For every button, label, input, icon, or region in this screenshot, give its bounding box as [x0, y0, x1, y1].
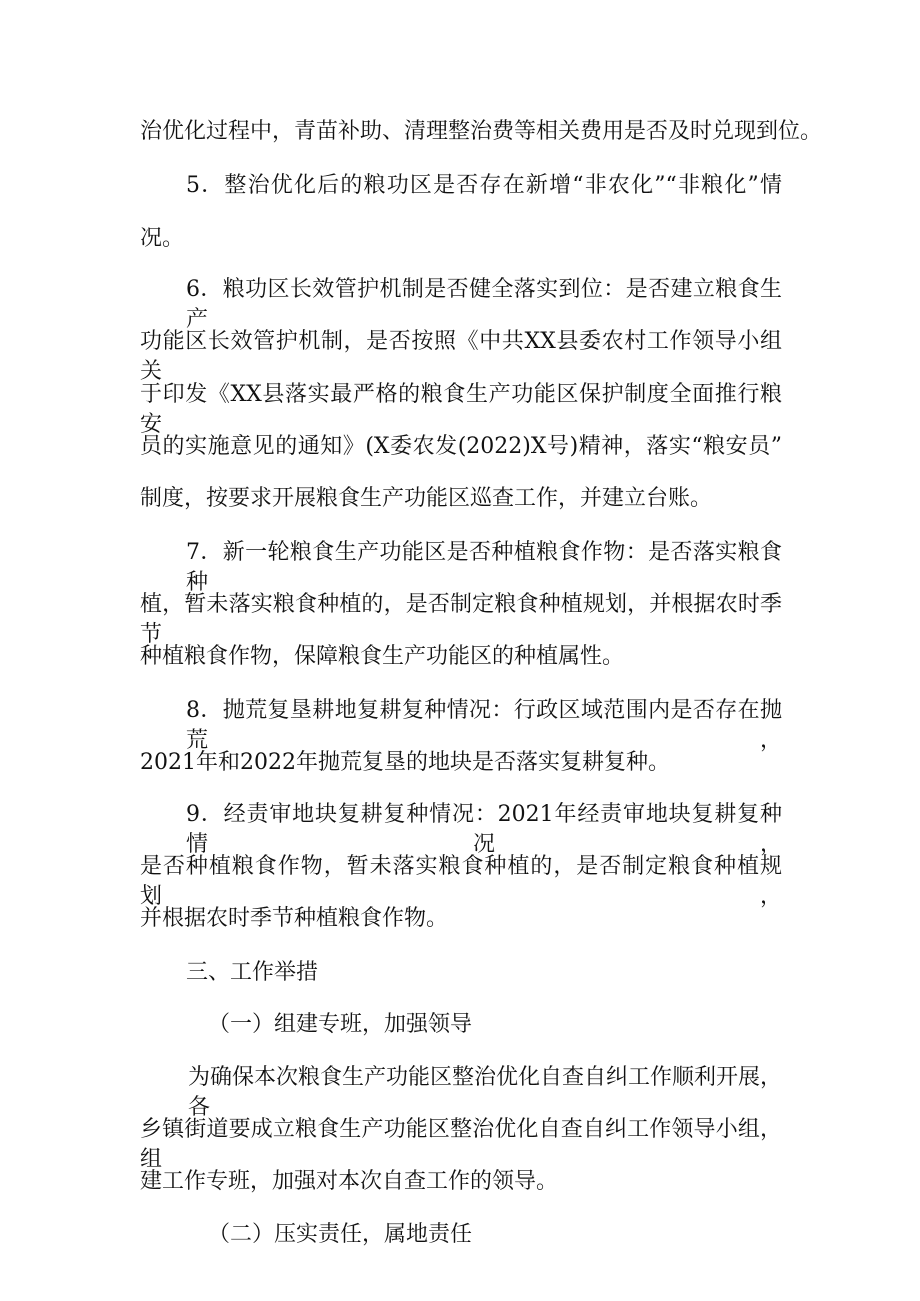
text-line: 建工作专班，加强对本次自查工作的领导。 [140, 1169, 559, 1194]
text-line: 制度，按要求开展粮食生产功能区巡查工作，并建立台账。 [140, 486, 713, 511]
text-line: 员的实施意见的通知》(X委农发(2022)X号)精神，落实“粮安员” [140, 434, 782, 459]
section-heading: 三、工作举措 [186, 960, 319, 985]
text-line: 7．新一轮粮食生产功能区是否种植粮食作物：是否落实粮食种 [186, 540, 782, 595]
text-line: 况。 [140, 226, 185, 251]
text-line: 9．经责审地块复耕复种情况：2021年经责审地块复耕复种情况， [186, 802, 782, 857]
text-line: 6．粮功区长效管护机制是否健全落实到位：是否建立粮食生产 [186, 277, 782, 332]
text-line: 种植粮食作物，保障粮食生产功能区的种植属性。 [140, 644, 625, 669]
text-line: 于印发《XX县落实最严格的粮食生产功能区保护制度全面推行粮安 [140, 382, 782, 437]
subsection-heading: （二）压实责任，属地责任 [208, 1222, 473, 1247]
text-line: 乡镇街道要成立粮食生产功能区整治优化自查自纠工作领导小组，组 [140, 1117, 782, 1172]
text-line: 5．整治优化后的粮功区是否存在新增“非农化”“非粮化”情 [186, 173, 782, 198]
subsection-heading: （一）组建专班，加强领导 [208, 1012, 473, 1037]
text-line: 植，暂未落实粮食种植的，是否制定粮食种植规划，并根据农时季节 [140, 592, 782, 647]
text-line: 8．抛荒复垦耕地复耕复种情况：行政区域范围内是否存在抛荒， [186, 698, 782, 753]
text-line: 为确保本次粮食生产功能区整治优化自查自纠工作顺利开展，各 [188, 1065, 783, 1120]
text-line: 是否种植粮食作物，暂未落实粮食种植的，是否制定粮食种植规划， [140, 854, 782, 909]
text-line: 2021年和2022年抛荒复垦的地块是否落实复耕复种。 [140, 750, 670, 775]
text-line: 治优化过程中，青苗补助、清理整治费等相关费用是否及时兑现到位。 [140, 119, 823, 144]
text-line: 并根据农时季节种植粮食作物。 [140, 906, 449, 931]
text-line: 功能区长效管护机制，是否按照《中共XX县委农村工作领导小组关 [140, 329, 782, 384]
